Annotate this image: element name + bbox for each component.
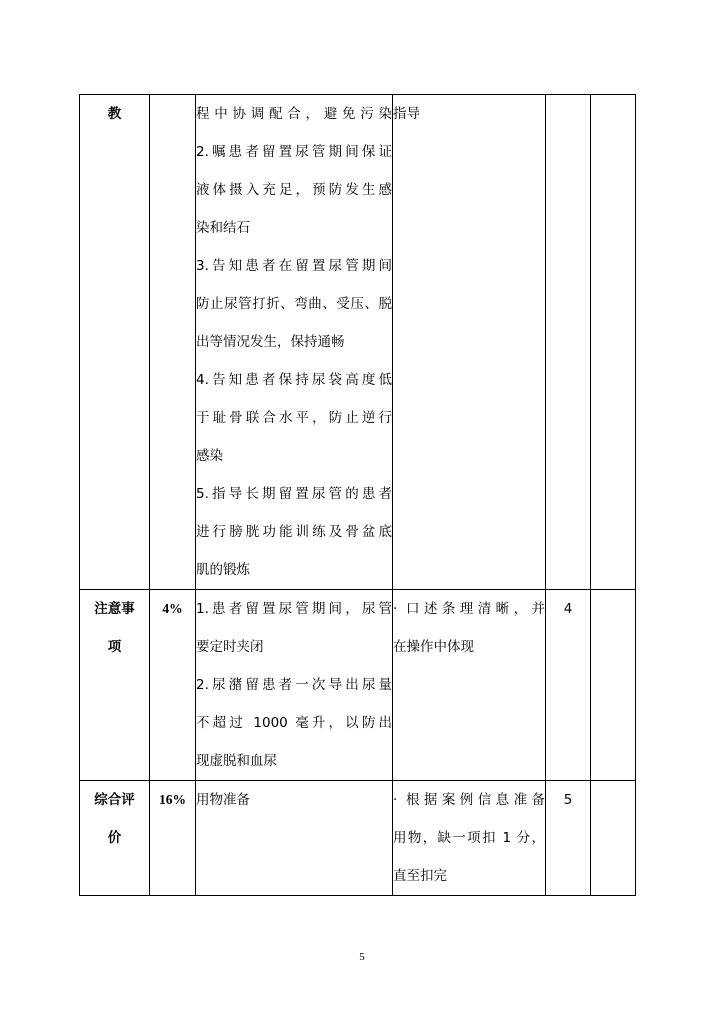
standard-line: 直至扣完 — [393, 868, 447, 884]
weight-cell — [150, 95, 196, 590]
content-line: 3.告知患者在留置尿管期间 — [196, 258, 392, 274]
content-line: 4.告知患者保持尿袋高度低 — [196, 372, 392, 388]
content-line: 进行膀胱功能训练及骨盆底 — [196, 524, 392, 540]
category-line: 教 — [107, 106, 122, 122]
weight-cell: 4% — [150, 590, 196, 781]
standard-cell — [393, 95, 546, 590]
empty-cell — [591, 781, 636, 896]
category-cell — [80, 590, 150, 781]
content-line: 染和结石 — [196, 220, 250, 236]
content-line: 出等情况发生，保持通畅 — [196, 334, 345, 350]
content-line: 感染 — [196, 448, 223, 464]
page-number: 5 — [359, 951, 365, 963]
content-line: 5.指导长期留置尿管的患者 — [196, 486, 392, 502]
score-cell — [546, 95, 591, 590]
category-line: 价 — [107, 830, 122, 846]
content-cell — [196, 95, 393, 590]
category-line: 注意事 — [94, 601, 135, 617]
standard-line: 用物，缺一项扣 1 分， — [393, 830, 545, 846]
category-cell — [80, 781, 150, 896]
standard-line: 指导 — [393, 106, 420, 122]
empty-cell — [591, 95, 636, 590]
category-line: 项 — [107, 639, 122, 655]
score-cell: 5 — [546, 781, 591, 896]
content-line: 2.尿潴留患者一次导出尿量 — [196, 677, 392, 693]
category-line: 综合评 — [94, 792, 135, 808]
standard-line: · 口述条理清晰，并 — [393, 601, 545, 617]
content-line: 2.嘱患者留置尿管期间保证 — [196, 144, 392, 160]
content-line: 要定时夹闭 — [196, 639, 264, 655]
content-line: 液体摄入充足，预防发生感 — [196, 182, 392, 198]
standard-line: 在操作中体现 — [393, 639, 474, 655]
standard-line: · 根据案例信息准备 — [393, 792, 545, 808]
content-line: 于耻骨联合水平，防止逆行 — [196, 410, 392, 426]
table-row — [80, 781, 636, 896]
weight-cell: 16% — [150, 781, 196, 896]
content-line: 用物准备 — [196, 792, 250, 808]
standard-cell — [393, 590, 546, 781]
standard-cell — [393, 781, 546, 896]
category-cell — [80, 95, 150, 590]
empty-cell — [591, 590, 636, 781]
score-cell: 4 — [546, 590, 591, 781]
table-row — [80, 95, 636, 590]
content-cell — [196, 590, 393, 781]
content-line: 不超过 1000 毫升，以防出 — [196, 715, 392, 731]
content-line: 肌的锻炼 — [196, 562, 250, 578]
content-line: 现虚脱和血尿 — [196, 753, 277, 769]
content-line: 防止尿管打折、弯曲、受压、脱 — [196, 296, 392, 312]
content-cell — [196, 781, 393, 896]
content-line: 程中协调配合，避免污染 — [196, 106, 392, 122]
table-row — [80, 590, 636, 781]
scoring-table — [79, 94, 636, 896]
content-line: 1.患者留置尿管期间，尿管 — [196, 601, 392, 617]
